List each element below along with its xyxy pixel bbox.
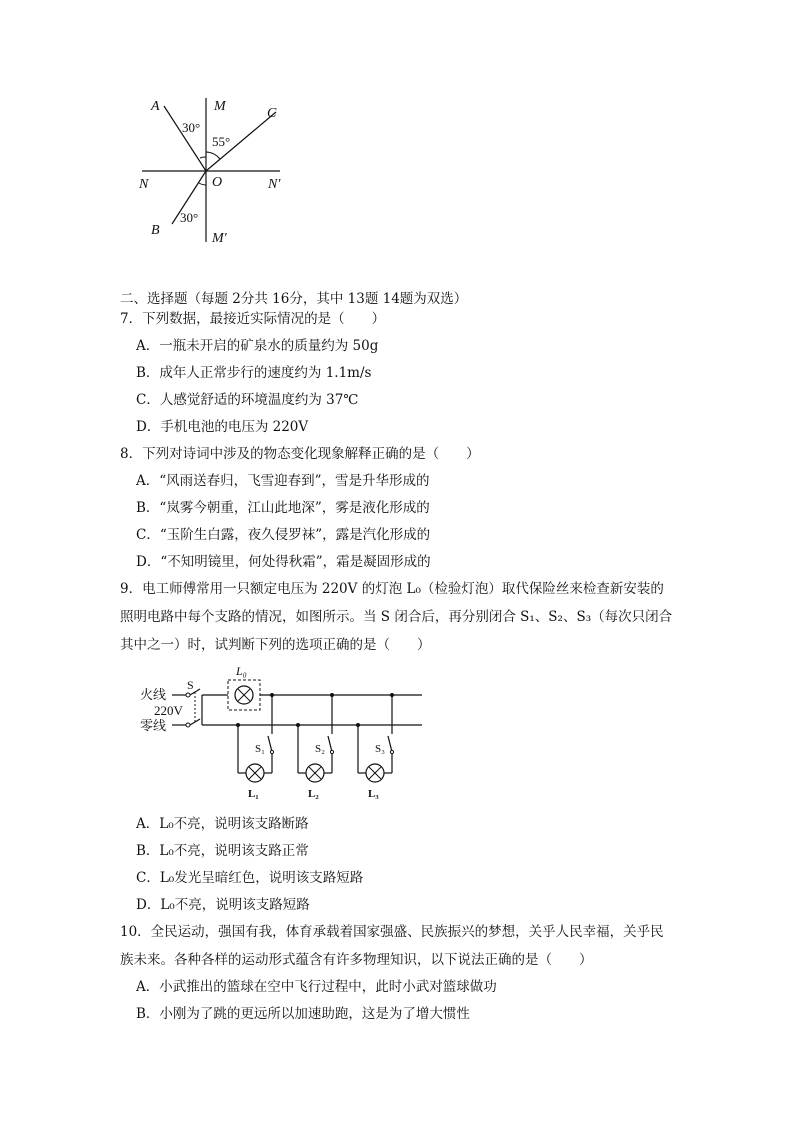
lamp-3-label: L₃ xyxy=(368,788,379,800)
angle-label-bottom: 30° xyxy=(180,210,199,225)
question-7-stem: 7．下列数据，最接近实际情况的是（ ） xyxy=(120,311,386,327)
main-switch-label: S xyxy=(187,678,194,692)
question-7-option-c: C．人感觉舒适的环境温度约为 37℃ xyxy=(136,392,359,408)
angle-arc-bottom xyxy=(199,183,206,185)
test-lamp-label: L₀ xyxy=(236,664,247,678)
branch-switch-1-label: S₁ xyxy=(255,743,265,755)
voltage-label: 220V xyxy=(154,703,183,718)
question-8-option-d: D．“不知明镜里，何处得秋霜”，霜是凝固形成的 xyxy=(136,554,431,570)
ray-ao xyxy=(164,106,206,171)
label-a: A xyxy=(151,99,160,114)
lamp-2-label: L₂ xyxy=(308,788,319,800)
branch-2 xyxy=(298,695,334,782)
circuit-diagram xyxy=(138,662,438,802)
angle-label-right: 55° xyxy=(212,134,231,149)
question-7-option-d: D．手机电池的电压为 220V xyxy=(136,419,309,435)
question-9-stem-line-1: 9．电工师傅常用一只额定电压为 220V 的灯泡 L₀（检验灯泡）取代保险丝来检查新安装的 xyxy=(120,581,664,597)
label-m-prime: M′ xyxy=(212,231,227,246)
question-8-stem: 8．下列对诗词中涉及的物态变化现象解释正确的是（ ） xyxy=(120,446,480,462)
question-9-stem-line-3: 其中之一）时，试判断下列的选项正确的是（ ） xyxy=(120,637,431,653)
question-8-option-a: A．“风雨送春归，飞雪迎春到”，雪是升华形成的 xyxy=(136,473,430,489)
question-10-option-a: A．小武推出的篮球在空中飞行过程中，此时小武对篮球做功 xyxy=(136,979,497,995)
label-n: N xyxy=(139,177,149,192)
angle-label-top: 30° xyxy=(182,120,201,135)
branch-3 xyxy=(358,695,394,782)
lamp-1-label: L₁ xyxy=(248,788,259,800)
question-10-stem-line-1: 10．全民运动，强国有我，体育承载着国家强盛、民族振兴的梦想，关乎人民幸福，关乎民 xyxy=(120,924,664,940)
question-9-option-d: D．L₀不亮，说明该支路短路 xyxy=(136,897,310,913)
label-o: O xyxy=(212,175,223,190)
angle-arc-right xyxy=(206,152,220,159)
main-switch xyxy=(190,689,202,725)
live-wire-label: 火线 xyxy=(140,687,167,702)
branch-switch-2-label: S₂ xyxy=(315,743,325,755)
reflection-diagram xyxy=(130,92,300,252)
question-10-stem-line-2: 族未来。各种各样的运动形式蕴含有许多物理知识，以下说法正确的是（ ） xyxy=(120,952,593,968)
question-10-option-b: B．小刚为了跳的更远所以加速助跑，这是为了增大惯性 xyxy=(136,1006,470,1022)
question-9-stem-line-2: 照明电路中每个支路的情况，如图所示。当 S 闭合后，再分别闭合 S₁、S₂、S₃（每次只闭合 xyxy=(120,609,673,625)
label-n-prime: N′ xyxy=(268,177,281,192)
branch-switch-3-label: S₃ xyxy=(375,743,385,755)
angle-arc-top xyxy=(200,157,206,158)
neutral-wire-label: 零线 xyxy=(140,718,167,733)
branch-1 xyxy=(238,695,274,782)
question-9-option-a: A．L₀不亮，说明该支路断路 xyxy=(136,816,309,832)
label-c: C xyxy=(267,106,277,121)
question-9-option-c: C．L₀发光呈暗红色，说明该支路短路 xyxy=(136,870,364,886)
question-7-option-b: B．成年人正常步行的速度约为 1.1m/s xyxy=(136,365,372,381)
question-7-option-a: A．一瓶未开启的矿泉水的质量约为 50g xyxy=(136,338,379,354)
question-9-option-b: B．L₀不亮，说明该支路正常 xyxy=(136,843,309,859)
question-8-option-c: C．“玉阶生白露，夜久侵罗袜”，露是汽化形成的 xyxy=(136,527,431,543)
label-m: M xyxy=(214,99,226,114)
label-b: B xyxy=(151,223,160,238)
question-8-option-b: B．“岚雾今朝重，江山此地深”，雾是液化形成的 xyxy=(136,500,430,516)
section-header: 二、选择题（每题 2分共 16分，其中 13题 14题为双选） xyxy=(120,291,468,307)
